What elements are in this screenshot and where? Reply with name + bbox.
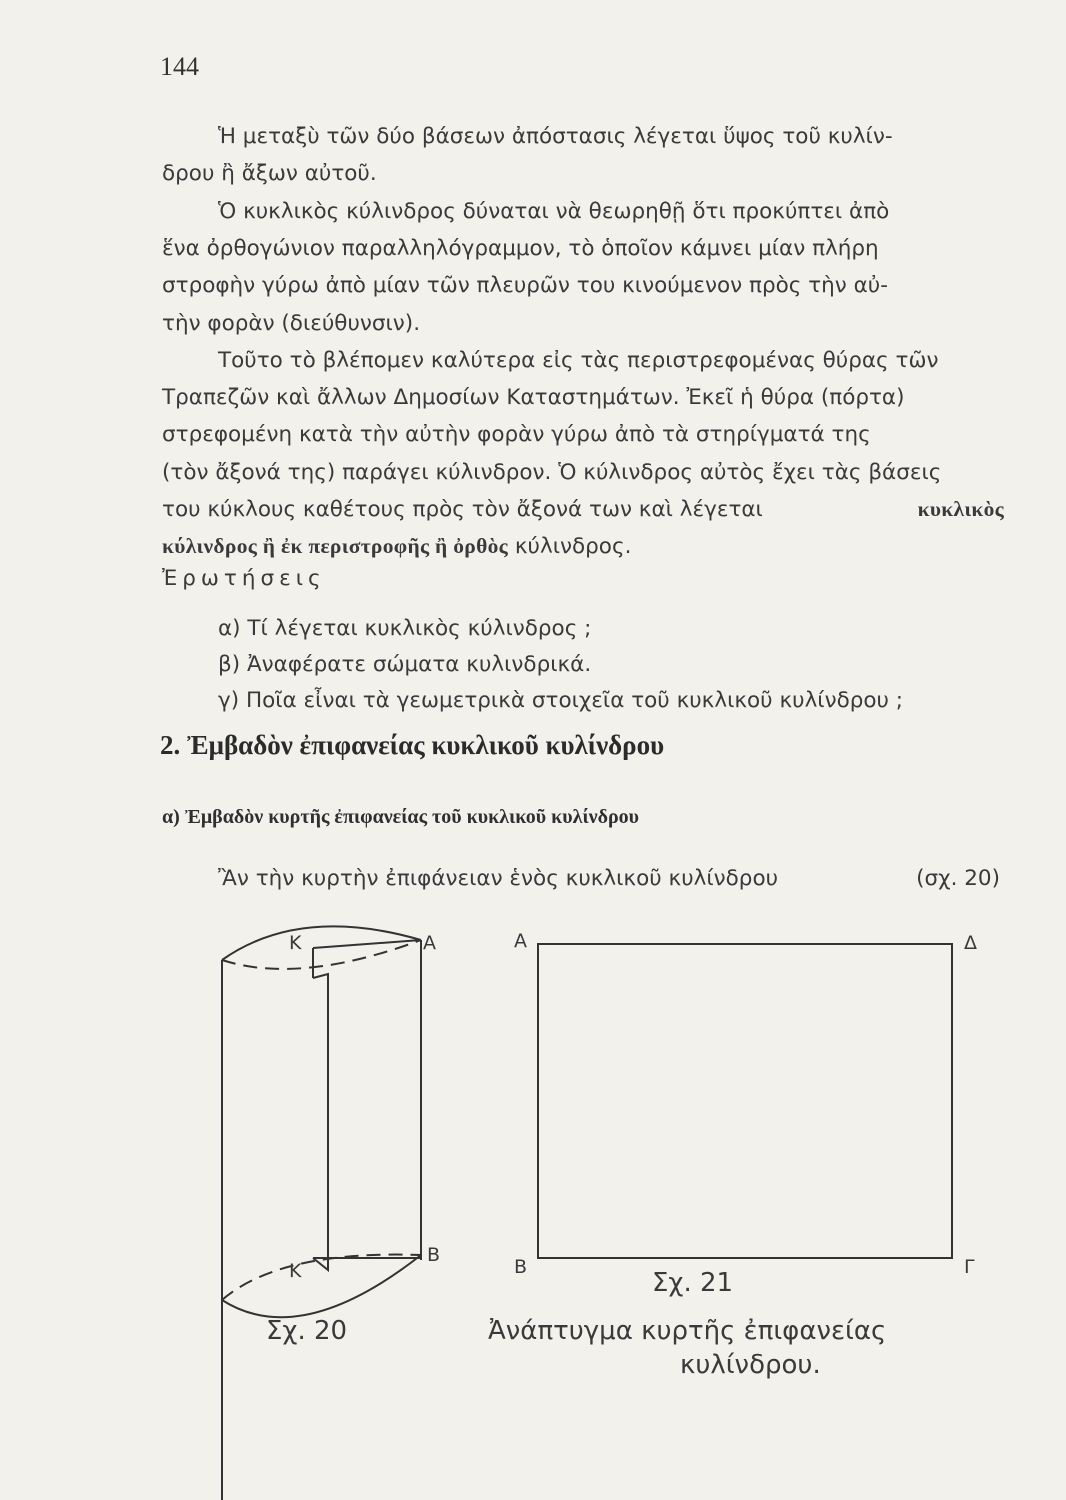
page-number: 144 xyxy=(160,52,199,81)
figure-reference: (σχ. 20) xyxy=(916,866,1000,891)
section-title: 2. Ἐμβαδὸν ἐπιφανείας κυκλικοῦ κυλίνδρου xyxy=(160,730,665,760)
fig21-label-bottom-left: Β xyxy=(514,1256,528,1278)
paragraph-line: ἕνα ὀρθογώνιον παραλληλόγραμμον, τὸ ὁποῖον κάμνει μίαν πλήρη xyxy=(162,236,879,262)
fig20-label-top-left: Κ xyxy=(289,932,302,954)
figure-21-rectangle xyxy=(538,944,952,1258)
fig21-label-top-left: Α xyxy=(514,930,527,952)
developed-surface-rectangle xyxy=(538,944,952,1258)
body-line-text: Ἂν τὴν κυρτὴν ἐπιφάνειαν ἑνὸς κυκλικοῦ κυλίνδρου xyxy=(218,866,779,891)
subsection-title: α) Ἐμβαδὸν κυρτῆς ἐπιφανείας τοῦ κυκλικοῦ κυλίνδρου xyxy=(162,806,640,828)
bold-term: κύλινδρος ἢ ἐκ περιστροφῆς ἢ ὀρθὸς xyxy=(162,534,509,559)
bold-term: κυκλικὸς xyxy=(917,496,1004,521)
paragraph-line: Τραπεζῶν καὶ ἄλλων Δημοσίων Καταστημάτων. Ἐκεῖ ἡ θύρα (πόρτα) xyxy=(162,385,905,411)
figure-20-cylinder xyxy=(222,926,421,1500)
figure-20-caption: Σχ. 20 xyxy=(266,1316,348,1346)
paragraph-line: Τοῦτο τὸ βλέπομεν καλύτερα εἰς τὰς περιστρεφομένας θύρας τῶν xyxy=(218,348,939,373)
paragraph-line: κύλινδρος. xyxy=(514,534,632,560)
paragraph-line: στρεφομένη κατὰ τὴν αὐτὴν φορὰν γύρω ἀπὸ τὰ στηρίγματά της xyxy=(162,422,871,448)
paragraph-line: του κύκλους καθέτους πρὸς τὸν ἄξονά των καὶ λέγεται xyxy=(162,496,763,522)
paragraph-line: Ὁ κυκλικὸς κύλινδρος δύναται νὰ θεωρηθῇ ὅτι προκύπτει ἀπὸ xyxy=(218,199,890,224)
fig20-label-top-right: Α xyxy=(423,932,436,954)
paragraph-line: στροφὴν γύρω ἀπὸ μίαν τῶν πλευρῶν του κινούμενον πρὸς τὴν αὐ- xyxy=(162,273,888,299)
figure-21-caption-number: Σχ. 21 xyxy=(652,1268,734,1298)
question-item: α) Τί λέγεται κυκλικὸς κύλινδρος ; xyxy=(218,616,592,641)
paragraph-line: (τὸν ἄξονά της) παράγει κύλινδρον. Ὁ κύλινδρος αὐτὸς ἔχει τὰς βάσεις xyxy=(162,459,942,485)
paragraph-line: Ἡ μεταξὺ τῶν δύο βάσεων ἀπόστασις λέγεται ὕψος τοῦ κυλίν- xyxy=(218,124,893,149)
question-item: β) Ἀναφέρατε σώματα κυλινδρικά. xyxy=(218,652,592,677)
fig21-label-bottom-right: Γ xyxy=(964,1256,975,1278)
paragraph-line: δρου ἢ ἄξων αὐτοῦ. xyxy=(162,161,377,187)
figure-21-caption-line2: κυλίνδρου. xyxy=(680,1350,821,1380)
fig20-label-bottom-left: Κ xyxy=(289,1260,302,1282)
question-item: γ) Ποῖα εἶναι τὰ γεωμετρικὰ στοιχεῖα τοῦ κυκλικοῦ κυλίνδρου ; xyxy=(218,688,904,713)
fig20-label-bottom-right: Β xyxy=(427,1244,441,1266)
fig21-label-top-right: Δ xyxy=(964,932,977,954)
figure-21-caption-line1: Ἀνάπτυγμα κυρτῆς ἐπιφανείας xyxy=(488,1316,887,1346)
questions-heading: Ἐρωτήσεις xyxy=(162,566,326,591)
cylinder-top-dashed-arc xyxy=(222,940,421,969)
door-panel xyxy=(313,974,328,1270)
paragraph-line: τὴν φορὰν (διεύθυνσιν). xyxy=(162,310,421,336)
